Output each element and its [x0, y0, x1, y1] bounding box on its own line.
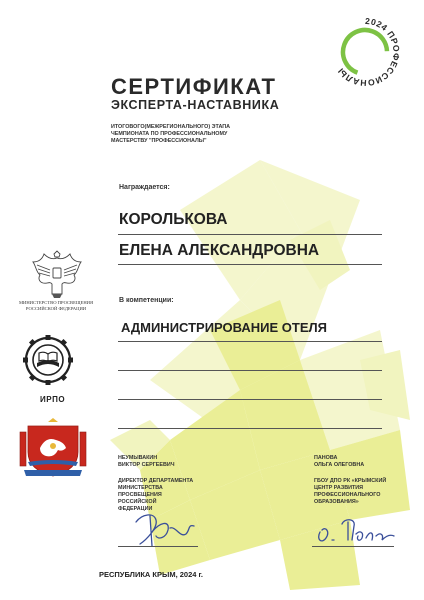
signatory-right-name	[314, 455, 414, 469]
certificate-subtitle: ЭКСПЕРТА-НАСТАВНИКА	[111, 98, 280, 112]
signatory-left-position-line-2: МИНИСТЕРСТВА	[118, 485, 163, 491]
stage-line-1: ИТОГОВОГО(МЕЖРЕГИОНАЛЬНОГО) ЭТАПА	[111, 124, 231, 130]
competence-underline-3	[118, 399, 382, 400]
profi-badge-logo	[325, 12, 405, 92]
ministry-caption	[16, 300, 96, 311]
competence-underline-2	[118, 370, 382, 371]
awarded-label: Награждается:	[119, 184, 170, 191]
signatory-left-position-line-1: ДИРЕКТОР ДЕПАРТАМЕНТА	[118, 478, 194, 484]
ministry-caption-line-1: МИНИСТЕРСТВО ПРОСВЕЩЕНИЯ	[18, 300, 94, 305]
signature-right-line	[312, 546, 394, 547]
signatory-left-name-line-1: НЕУМЫВАКИН	[118, 455, 158, 461]
signatory-right-position-line-4: ОБРАЗОВАНИЯ»	[314, 499, 359, 505]
championship-stage-text	[111, 124, 281, 146]
footer-place-year: РЕСПУБЛИКА КРЫМ, 2024 г.	[99, 570, 203, 579]
name-underline-2	[118, 264, 382, 265]
competence-label: В компетенции:	[119, 297, 174, 304]
signatory-right-position-line-1: ГБОУ ДПО РК «КРЫМСКИЙ	[314, 478, 387, 484]
signatory-left-name	[118, 455, 228, 469]
certificate-title: СЕРТИФИКАТ	[111, 74, 277, 99]
awardee-surname: КОРОЛЬКОВА	[119, 211, 228, 228]
signatory-right-position-line-3: ПРОФЕССИОНАЛЬНОГО	[314, 492, 381, 498]
signatory-left-position-line-4: РОССИЙСКОЙ	[118, 499, 157, 505]
signatory-left-position-line-3: ПРОСВЕЩЕНИЯ	[118, 492, 162, 498]
awardee-given-names: ЕЛЕНА АЛЕКСАНДРОВНА	[119, 242, 320, 259]
name-underline-1	[118, 234, 382, 235]
ministry-caption-line-2: РОССИЙСКОЙ ФЕДЕРАЦИИ	[25, 305, 87, 311]
irpo-caption: ИРПО	[40, 395, 66, 404]
signatory-right-position	[314, 478, 414, 506]
signature-right	[312, 510, 402, 550]
competence-underline-1	[118, 341, 382, 342]
signatory-right-name-line-1: ПАНОВА	[314, 455, 338, 461]
competence-value: АДМИНИСТРИРОВАНИЕ ОТЕЛЯ	[121, 320, 328, 335]
signatory-left-name-line-2: ВИКТОР СЕРГЕЕВИЧ	[118, 462, 175, 468]
irpo-logo	[18, 325, 78, 395]
crimea-coat-of-arms-icon	[18, 418, 88, 480]
signatory-left-position-line-5: ФЕДЕРАЦИИ	[118, 506, 153, 512]
signatory-right-name-line-2: ОЛЬГА ОЛЕГОВНА	[314, 462, 365, 468]
signature-left-line	[118, 546, 198, 547]
eagle-emblem-icon	[30, 250, 84, 300]
svg-text:2024 ПРОФЕССИОНАЛЫ: 2024 ПРОФЕССИОНАЛЫ	[335, 15, 402, 89]
stage-line-3: МАСТЕРСТВУ "ПРОФЕССИОНАЛЫ"	[111, 138, 207, 145]
stage-line-2: ЧЕМПИОНАТА ПО ПРОФЕССИОНАЛЬНОМУ	[111, 131, 228, 138]
signatory-right-position-line-2: ЦЕНТР РАЗВИТИЯ	[314, 485, 364, 491]
competence-underline-4	[118, 428, 382, 429]
